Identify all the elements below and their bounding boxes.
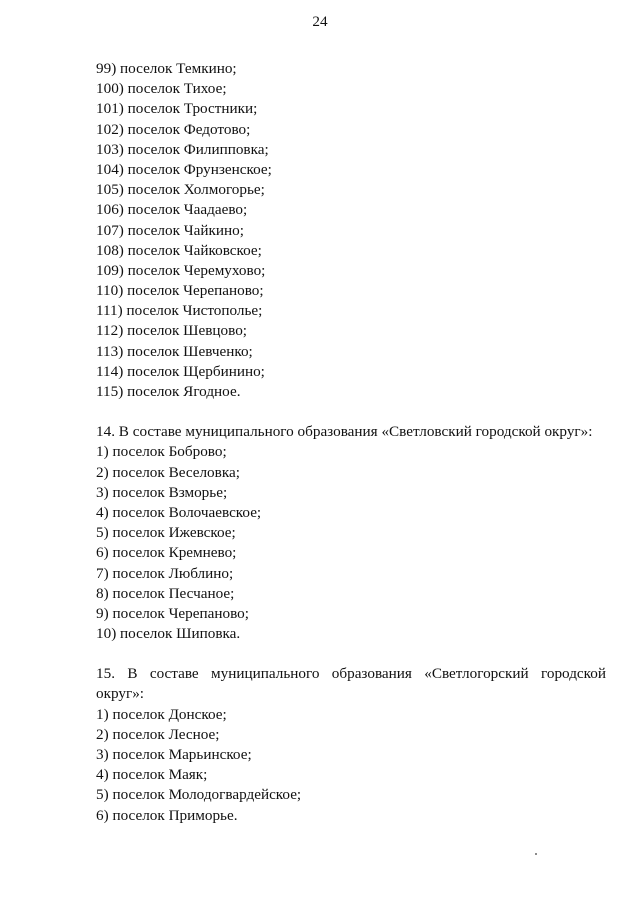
settlement-list-section-14 (96, 442, 606, 644)
list-item: 8) поселок Песчаное; (96, 584, 235, 602)
list-item: 101) поселок Тростники; (96, 100, 258, 118)
list-item: 10) поселок Шиповка. (96, 625, 241, 643)
section-14 (96, 422, 606, 644)
list-item: 9) поселок Черепаново; (96, 604, 249, 622)
section-15-heading: 15. В составе муниципального образования «Светлогорский городской округ»: (96, 665, 606, 703)
list-item: 6) поселок Приморье. (96, 806, 238, 824)
list-item: 105) поселок Холмогорье; (96, 181, 265, 199)
list-item: 111) поселок Чистополье; (96, 302, 263, 320)
list-item: 115) поселок Ягодное. (96, 383, 241, 400)
list-item: 5) поселок Молодогвардейское; (96, 786, 302, 804)
section-15 (96, 664, 606, 826)
list-item: 110) поселок Черепаново; (96, 282, 264, 300)
list-item: 103) поселок Филипповка; (96, 140, 269, 158)
list-item: 108) поселок Чайковское; (96, 241, 262, 259)
section-14-heading: 14. В составе муниципального образования «Светловский городской округ»: (96, 423, 593, 441)
list-item: 106) поселок Чаадаево; (96, 201, 248, 219)
list-item: 99) поселок Темкино; (96, 60, 237, 77)
list-item: 4) поселок Волочаевское; (96, 503, 262, 521)
list-item: 3) поселок Взморье; (96, 483, 228, 501)
list-item: 5) поселок Ижевское; (96, 524, 236, 542)
list-item: 107) поселок Чайкино; (96, 221, 244, 239)
list-item: 2) поселок Лесное; (96, 725, 220, 743)
list-item: 2) поселок Веселовка; (96, 463, 240, 481)
page-number: 24 (312, 13, 328, 30)
list-item: 102) поселок Федотово; (96, 120, 251, 138)
list-item: 4) поселок Маяк; (96, 766, 208, 784)
list-item: 100) поселок Тихое; (96, 80, 227, 98)
settlement-list-section-13 (96, 59, 606, 402)
list-item: 113) поселок Шевченко; (96, 342, 253, 360)
scan-speck (535, 853, 537, 855)
list-item: 3) поселок Марьинское; (96, 746, 252, 764)
list-item: 104) поселок Фрунзенское; (96, 160, 272, 178)
list-item: 114) поселок Щербинино; (96, 362, 265, 380)
list-item: 1) поселок Донское; (96, 705, 227, 723)
list-item: 6) поселок Кремнево; (96, 544, 237, 562)
settlement-list-section-15 (96, 705, 606, 826)
list-item: 112) поселок Шевцово; (96, 322, 248, 340)
list-item: 1) поселок Боброво; (96, 443, 227, 461)
document-body (96, 59, 606, 826)
list-item: 7) поселок Люблино; (96, 564, 234, 582)
list-item: 109) поселок Черемухово; (96, 261, 266, 279)
